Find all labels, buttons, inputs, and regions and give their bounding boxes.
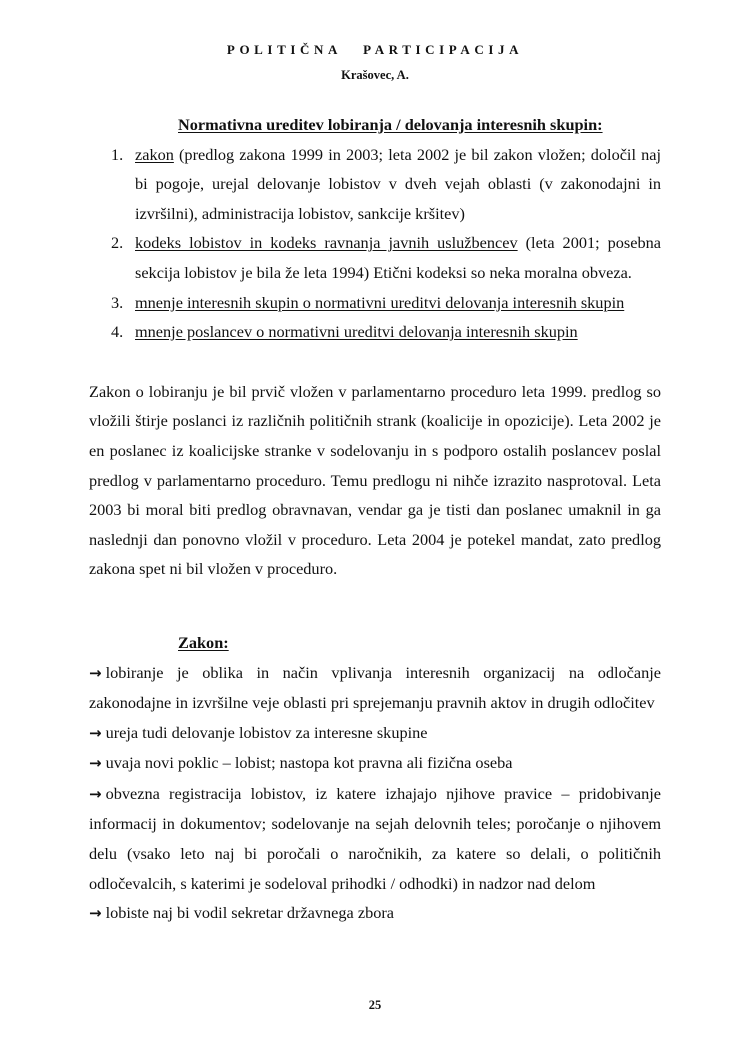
spacer — [89, 584, 661, 628]
bullet-text: uvaja novi poklic – lobist; nastopa kot pravna ali fizična oseba — [105, 753, 513, 773]
bullet-text: obvezna registracija lobistov, iz katere izhajajo njihove pravice – pridobivanje informacij in dokumentov; sodelovanje na sejah delovnih teles; poročanje o njihovem delu (vsako leto naj bi poročali o naročnikih, za katere so delali, o političnih odločevalcih, s katerimi je sodeloval prihodki / odhodki) in nadzor nad delom — [89, 783, 661, 893]
document-header-title: POLITIČNA PARTICIPACIJA — [226, 42, 524, 57]
list-item-underlined: mnenje poslancev o normativni ureditvi delovanja interesnih skupin — [135, 322, 578, 342]
list-item — [89, 317, 661, 347]
list-number: 1. — [111, 144, 124, 164]
list-item — [89, 228, 661, 287]
bullet-text: lobiste naj bi vodil sekretar državnega zbora — [105, 903, 395, 923]
arrow-bullet-item — [89, 748, 661, 779]
arrow-bullet-item — [89, 658, 661, 718]
page-content — [89, 110, 661, 929]
list-item-text: (predlog zakona 1999 in 2003; leta 2002 je bil zakon vložen; določil naj bi pogoje, urejal delovanje lobistov v dveh vejah oblasti (v zakonodajni in izvršilni), administracija lobistov, sankcije kršitev) — [135, 144, 661, 223]
arrow-bullet-item — [89, 898, 661, 929]
list-item-underlined: kodeks lobistov in kodeks ravnanja javnih uslužbencev — [135, 233, 518, 253]
arrow-right-icon: → — [89, 754, 102, 773]
bullet-text: lobiranje je oblika in način vplivanja interesnih organizacij na odločanje zakonodajne in izvršilne veje oblasti pri sprejemanju pravnih aktov in drugih odločitev — [89, 662, 661, 713]
body-paragraph: Zakon o lobiranju je bil prvič vložen v parlamentarno proceduro leta 1999. predlog so vložili štirje poslanci iz različnih političnih strank (koalicije in opozicije). Leta 2002 je en poslanec iz koalicijske stranke v sodelovanju in s podporo ostalih poslancev poslal predlog v parlamentarno proceduro. Temu predlogu ni nihče izrazito nasprotoval. Leta 2003 bi moral biti predlog obravnavan, vendar ga je tisti dan poslanec umaknil in ga naslednji dan ponovno vložil v proceduro. Leta 2004 je potekel mandat, zato predlog zakona spet ni bil vložen v proceduro. — [89, 381, 661, 579]
arrow-bullet-item — [89, 718, 661, 749]
arrow-right-icon: → — [89, 723, 102, 742]
list-item-underlined: mnenje interesnih skupin o normativni ureditvi delovanja interesnih skupin — [135, 292, 625, 312]
arrow-right-icon: → — [89, 904, 102, 923]
list-item-text: (leta 2001; posebna sekcija lobistov je bila že leta 1994) Etični kodeksi so neka moralna obveza. — [135, 233, 661, 282]
list-item-underlined: zakon — [135, 144, 174, 164]
document-author: Krašovec, A. — [341, 68, 409, 82]
list-number: 4. — [111, 322, 124, 342]
list-item — [89, 140, 661, 229]
numbered-list — [89, 140, 661, 347]
arrow-right-icon: → — [89, 784, 102, 803]
bullet-text: ureja tudi delovanje lobistov za interesne skupine — [105, 722, 428, 742]
section-heading-normative-regulation: Normativna ureditev lobiranja / delovanja interesnih skupin: — [178, 115, 603, 134]
section-heading-zakon: Zakon: — [178, 632, 229, 652]
page-number: 25 — [368, 998, 382, 1012]
list-number: 2. — [111, 233, 124, 253]
list-number: 3. — [111, 292, 124, 312]
spacer — [89, 347, 661, 377]
arrow-bullet-item — [89, 779, 661, 898]
list-item — [89, 288, 661, 318]
arrow-right-icon: → — [89, 663, 102, 682]
